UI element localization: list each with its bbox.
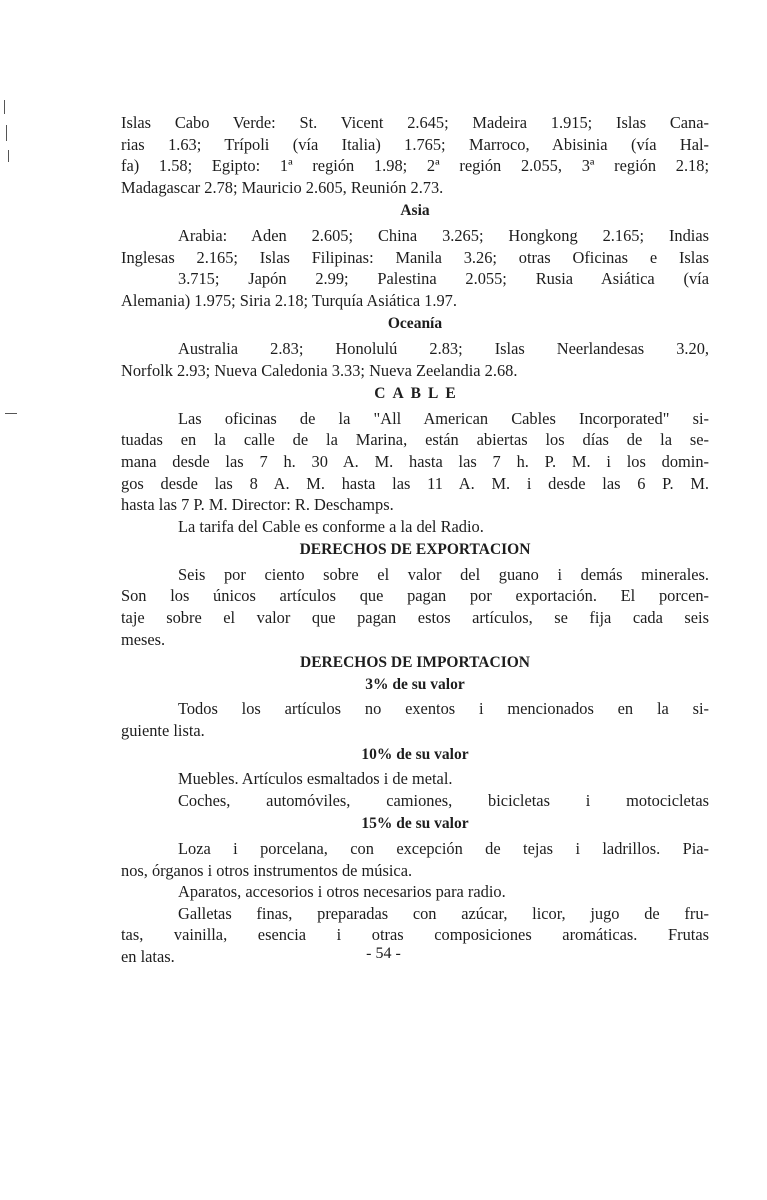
page-number: - 54 -: [366, 945, 401, 962]
cable-paragraph: [121, 408, 709, 538]
text-line: Coches, automóviles, camiones, bicicletas i motocicletas: [178, 790, 709, 810]
text-line: gos desde las 8 A. M. hasta las 11 A. M. i desde las 6 P. M.: [121, 473, 709, 493]
text-line: meses.: [121, 629, 166, 649]
text-line: Alemania) 1.975; Siria 2.18; Turquía Asiática 1.97.: [121, 290, 457, 310]
text-line: taje sobre el valor que pagan estos artículos, se fija cada seis: [121, 608, 709, 628]
text-line: Norfolk 2.93; Nueva Caledonia 3.33; Nueva Zeelandia 2.68.: [121, 360, 518, 380]
text-line: La tarifa del Cable es conforme a la del Radio.: [178, 516, 484, 536]
section-heading-asia: Asia: [400, 202, 430, 220]
exportacion-paragraph: [121, 564, 709, 650]
subheading-10-percent: 10% de su valor: [361, 745, 469, 763]
text-line: hasta las 7 P. M. Director: R. Deschamps.: [121, 495, 394, 515]
scan-mark: [5, 413, 17, 414]
body-text: [121, 112, 709, 968]
section-heading-cable: CABLE: [374, 385, 463, 403]
text-line: 3.715; Japón 2.99; Palestina 2.055; Rusia Asiática (vía: [178, 269, 709, 289]
section-heading-exportacion: DERECHOS DE EXPORTACION: [299, 541, 531, 559]
subheading-15-percent: 15% de su valor: [361, 815, 469, 833]
asia-rates-paragraph: [121, 225, 709, 311]
text-line: Todos los artículos no exentos i mencionados en la si-: [178, 699, 709, 719]
tier10-paragraph: [121, 768, 709, 811]
text-line: fa) 1.58; Egipto: 1ª región 1.98; 2ª región 2.055, 3ª región 2.18;: [121, 156, 709, 176]
section-heading-importacion: DERECHOS DE IMPORTACION: [300, 654, 530, 672]
text-line: guiente lista.: [121, 721, 205, 741]
africa-rates-paragraph: [121, 112, 709, 198]
text-line: mana desde las 7 h. 30 A. M. hasta las 7 h. P. M. i los domin-: [121, 451, 709, 471]
text-line: Islas Cabo Verde: St. Vicent 2.645; Madeira 1.915; Islas Cana-: [121, 113, 709, 132]
text-line: Muebles. Artículos esmaltados i de metal.: [178, 769, 453, 789]
text-line: tuadas en la calle de la Marina, están abiertas los días de la se-: [121, 430, 709, 450]
text-line: Arabia: Aden 2.605; China 3.265; Hongkong 2.165; Indias: [178, 225, 709, 245]
text-line: Las oficinas de la "All American Cables Incorporated" si-: [178, 408, 709, 428]
text-line: Australia 2.83; Honolulú 2.83; Islas Neerlandesas 3.20,: [178, 338, 709, 358]
scan-mark: [8, 150, 9, 162]
text-line: tas, vainilla, esencia i otras composiciones aromáticas. Frutas: [121, 925, 709, 945]
oceania-rates-paragraph: [121, 338, 709, 381]
text-line: Inglesas 2.165; Islas Filipinas: Manila 3.26; otras Oficinas e Islas: [121, 247, 709, 267]
text-line: Seis por ciento sobre el valor del guano i demás minerales.: [178, 564, 709, 584]
text-line: Loza i porcelana, con excepción de tejas i ladrillos. Pia-: [178, 839, 709, 858]
scan-mark: [4, 100, 5, 114]
text-line: Son los únicos artículos que pagan por exportación. El porcen-: [121, 586, 709, 606]
scan-mark: [6, 125, 7, 141]
text-line: nos, órganos i otros instrumentos de música.: [121, 860, 413, 880]
text-line: rias 1.63; Trípoli (vía Italia) 1.765; Marroco, Abisinia (vía Hal-: [121, 134, 709, 154]
section-heading-oceania: Oceanía: [387, 315, 443, 333]
subheading-3-percent: 3% de su valor: [365, 675, 465, 693]
text-line: Galletas finas, preparadas con azúcar, licor, jugo de fru-: [178, 903, 709, 923]
text-line: Aparatos, accesorios i otros necesarios para radio.: [178, 882, 506, 902]
text-line: en latas.: [121, 946, 175, 966]
tier3-paragraph: [121, 698, 709, 741]
text-line: Madagascar 2.78; Mauricio 2.605, Reunión 2.73.: [121, 177, 444, 197]
